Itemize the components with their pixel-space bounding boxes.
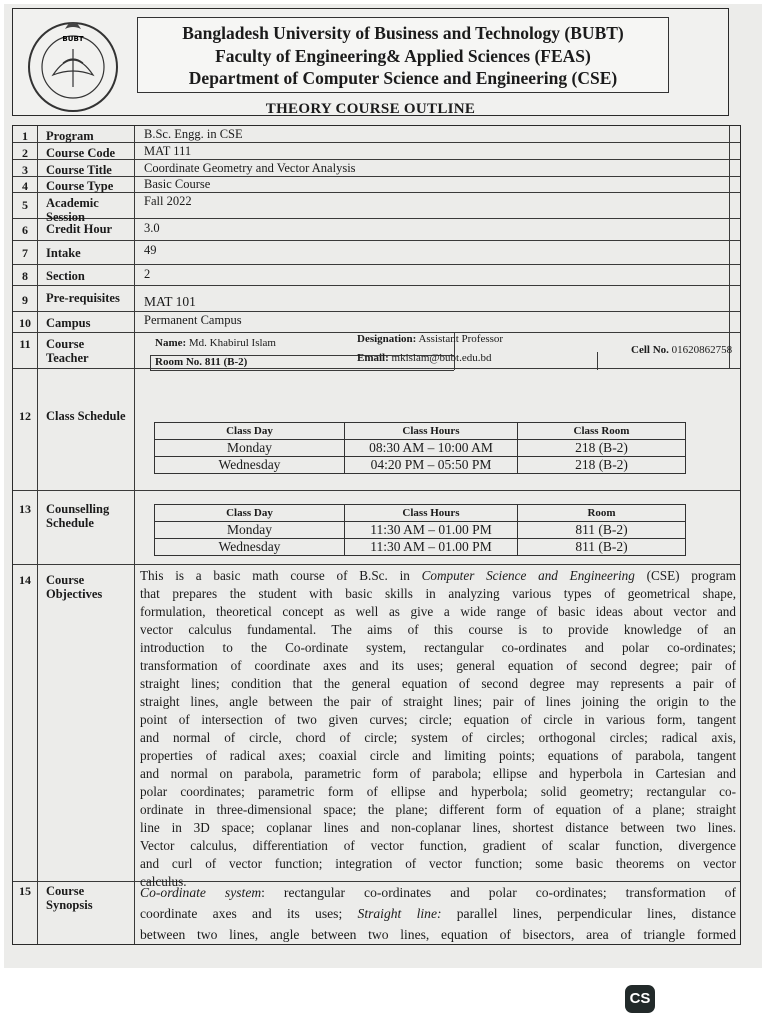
synopsis-line — [140, 903, 736, 924]
objectives-line: and normal on parabola, parametric form of parabola; ellipse and hyperbola in Cartesian and — [140, 766, 736, 781]
designation-value: Assistant Professor — [418, 333, 504, 345]
table-row — [155, 539, 686, 556]
label-course-objectives — [46, 573, 102, 601]
row-number: 7 — [22, 246, 28, 260]
synopsis-text: coordinate axes and its uses; — [140, 906, 358, 921]
label-prerequisites: Pre-requisites — [46, 291, 120, 305]
label-course-teacher — [46, 337, 89, 365]
label-line: Course — [46, 573, 85, 587]
scanned-page — [4, 4, 762, 968]
institution-title-box — [137, 17, 669, 93]
row-number: 15 — [19, 884, 31, 898]
column-header: Class Day — [155, 423, 345, 440]
label-line: Counselling — [46, 502, 110, 516]
label-course-code: Course Code — [46, 146, 116, 160]
row-number: 14 — [19, 573, 31, 587]
table-cell: 811 (B-2) — [518, 539, 686, 556]
objectives-line: and normal of circle, chord of circle; system of circles; orthogonal circles; radical axis, — [140, 730, 736, 745]
row-number: 3 — [22, 163, 28, 177]
label-line: Course — [46, 884, 85, 898]
label-course-synopsis — [46, 884, 93, 912]
room-value: 811 (B-2) — [204, 356, 248, 368]
table-cell: 218 (B-2) — [518, 440, 686, 457]
label-section: Section — [46, 269, 85, 283]
teacher-email — [357, 352, 492, 364]
objectives-line: polar coordinates; parametric form of ellipse and hyperbola; solid geometry; rectangular co- — [140, 784, 736, 799]
table-cell: Monday — [155, 440, 345, 457]
table-cell: 11:30 AM – 01.00 PM — [345, 522, 518, 539]
label-line: Session — [46, 210, 85, 224]
table-cell: 11:30 AM – 01.00 PM — [345, 539, 518, 556]
objectives-line: that prepares the student with basic skills in analyzing various types of geometrical shape, — [140, 586, 736, 601]
objectives-line: straight lines, angle between the pair of straight lines; pair of lines joining the origin to the — [140, 694, 736, 709]
course-synopsis-text — [140, 882, 736, 945]
teacher-designation — [357, 333, 503, 345]
name-value: Md. Khabirul Islam — [188, 337, 276, 349]
email-value: mkislam@bubt.edu.bd — [391, 352, 492, 364]
label-credit-hour: Credit Hour — [46, 222, 113, 236]
column-header: Room — [518, 505, 686, 522]
synopsis-line — [140, 882, 736, 903]
room-label: Room No. — [155, 356, 203, 368]
university-name: Bangladesh University of Business and Technology (BUBT) — [182, 23, 624, 43]
value-course-code: MAT 111 — [144, 144, 192, 158]
synopsis-text: parallel lines, perpendicular lines, distance — [441, 906, 736, 921]
label-campus: Campus — [46, 316, 91, 330]
cell-label: Cell No. — [631, 344, 669, 356]
row-number: 1 — [22, 129, 28, 143]
teacher-name — [155, 337, 276, 349]
table-cell: Monday — [155, 522, 345, 539]
label-academic-session — [46, 196, 99, 224]
row-number: 6 — [22, 223, 28, 237]
table-cell: 04:20 PM – 05:50 PM — [345, 457, 518, 474]
column-header: Class Hours — [345, 423, 518, 440]
label-line: Schedule — [46, 516, 94, 530]
cell-value: 01620862758 — [671, 344, 733, 356]
label-line: Teacher — [46, 351, 89, 365]
objectives-line: Vector calculus, differentiation of vector function, gradient of scalar function, divergence — [140, 838, 736, 853]
label-course-title: Course Title — [46, 163, 112, 177]
value-section: 2 — [144, 267, 151, 281]
column-header: Class Day — [155, 505, 345, 522]
bubt-seal-icon — [23, 15, 123, 115]
teacher-room — [155, 356, 247, 368]
designation-label: Designation: — [357, 333, 417, 345]
name-label: Name: — [155, 337, 187, 349]
label-line: Objectives — [46, 587, 103, 601]
objectives-line: transformation of coordinate axes and its uses; general equation of second degree; pair of — [140, 658, 736, 673]
counselling-schedule-table — [154, 504, 686, 556]
value-program: B.Sc. Engg. in CSE — [144, 127, 243, 141]
label-intake: Intake — [46, 246, 81, 260]
objectives-line: vector calculus fundamental. The aims of this course is to provide knowledge of an — [140, 622, 736, 637]
synopsis-topic: Co-ordinate system — [140, 885, 262, 900]
camscanner-badge: CS — [625, 985, 655, 1013]
program-name: Computer Science and Engineering — [421, 568, 635, 583]
objectives-line: properties of radical axes; coaxial circle and limiting points; equations of parabola, tangent — [140, 748, 736, 763]
table-cell: 08:30 AM – 10:00 AM — [345, 440, 518, 457]
column-header: Class Room — [518, 423, 686, 440]
row-number: 11 — [19, 337, 31, 351]
row-number: 8 — [22, 269, 28, 283]
row-number: 10 — [19, 316, 31, 330]
synopsis-line: between two lines, angle between two lines, equation of bisectors, area of triangle formed — [140, 927, 736, 942]
row-number: 4 — [22, 179, 28, 193]
label-program: Program — [46, 129, 94, 143]
value-course-type: Basic Course — [144, 177, 211, 191]
label-line: Course — [46, 337, 85, 351]
label-class-schedule: Class Schedule — [46, 409, 126, 423]
class-schedule-table — [154, 422, 686, 474]
row-number: 12 — [19, 409, 31, 423]
objectives-line: formulation, theoretical concept as well as give a wide range of basic ideas about vector and — [140, 604, 736, 619]
synopsis-topic: Straight line: — [357, 906, 442, 921]
label-line: Synopsis — [46, 898, 93, 912]
row-number: 13 — [19, 502, 31, 516]
table-header-row — [155, 505, 686, 522]
department-name: Department of Computer Science and Engineering (CSE) — [188, 68, 618, 88]
table-cell: 811 (B-2) — [518, 522, 686, 539]
objectives-line: calculus. — [140, 874, 187, 889]
table-header-row — [155, 423, 686, 440]
table-cell: Wednesday — [155, 457, 345, 474]
label-line: Academic — [46, 196, 99, 210]
value-academic-session: Fall 2022 — [144, 194, 192, 208]
objectives-line: This is a basic math course of B.Sc. in Computer Science and Engineering (CSE) program — [140, 568, 736, 583]
course-outline-table — [12, 125, 741, 945]
label-course-type: Course Type — [46, 179, 114, 193]
table-cell: Wednesday — [155, 539, 345, 556]
objectives-line: point of intersection of two given curves; circle; equation of circle in various form, tangent — [140, 712, 736, 727]
row-number: 5 — [22, 198, 28, 212]
synopsis-text: : rectangular co-ordinates and polar co-ordinates; transformation of — [261, 885, 736, 900]
objectives-line: ordinate in three-dimensional space; the plane; different form of equation of a plane; straight — [140, 802, 736, 817]
value-campus: Permanent Campus — [144, 313, 242, 327]
svg-text:BUBT: BUBT — [62, 35, 84, 43]
value-prerequisites: MAT 101 — [144, 294, 196, 309]
value-credit-hour: 3.0 — [144, 221, 160, 235]
objectives-line: introduction to the Co-ordinate system, rectangular co-ordinates and polar co-ordinates; — [140, 640, 736, 655]
objectives-line: line in 3D space; coplanar lines and non-coplanar lines, shortest distance between two lines. — [140, 820, 736, 835]
document-header — [12, 8, 729, 116]
label-counselling-schedule — [46, 502, 109, 530]
document-title: THEORY COURSE OUTLINE — [265, 101, 476, 117]
table-row — [155, 457, 686, 474]
row-number: 9 — [22, 293, 28, 307]
email-label: Email: — [357, 352, 389, 364]
table-row — [155, 522, 686, 539]
teacher-cell — [631, 344, 732, 356]
table-row — [155, 440, 686, 457]
value-intake: 49 — [144, 243, 157, 257]
course-objectives-text — [140, 567, 736, 891]
table-cell: 218 (B-2) — [518, 457, 686, 474]
faculty-name: Faculty of Engineering& Applied Sciences (FEAS) — [215, 46, 591, 66]
column-header: Class Hours — [345, 505, 518, 522]
row-number: 2 — [22, 146, 28, 160]
value-course-title: Coordinate Geometry and Vector Analysis — [144, 161, 356, 175]
objectives-line: straight lines; condition that the general equation of second degree may represents a pair of — [140, 676, 736, 691]
objectives-line: and curl of vector function; integration of vector function; some basic theorems on vector — [140, 856, 736, 871]
